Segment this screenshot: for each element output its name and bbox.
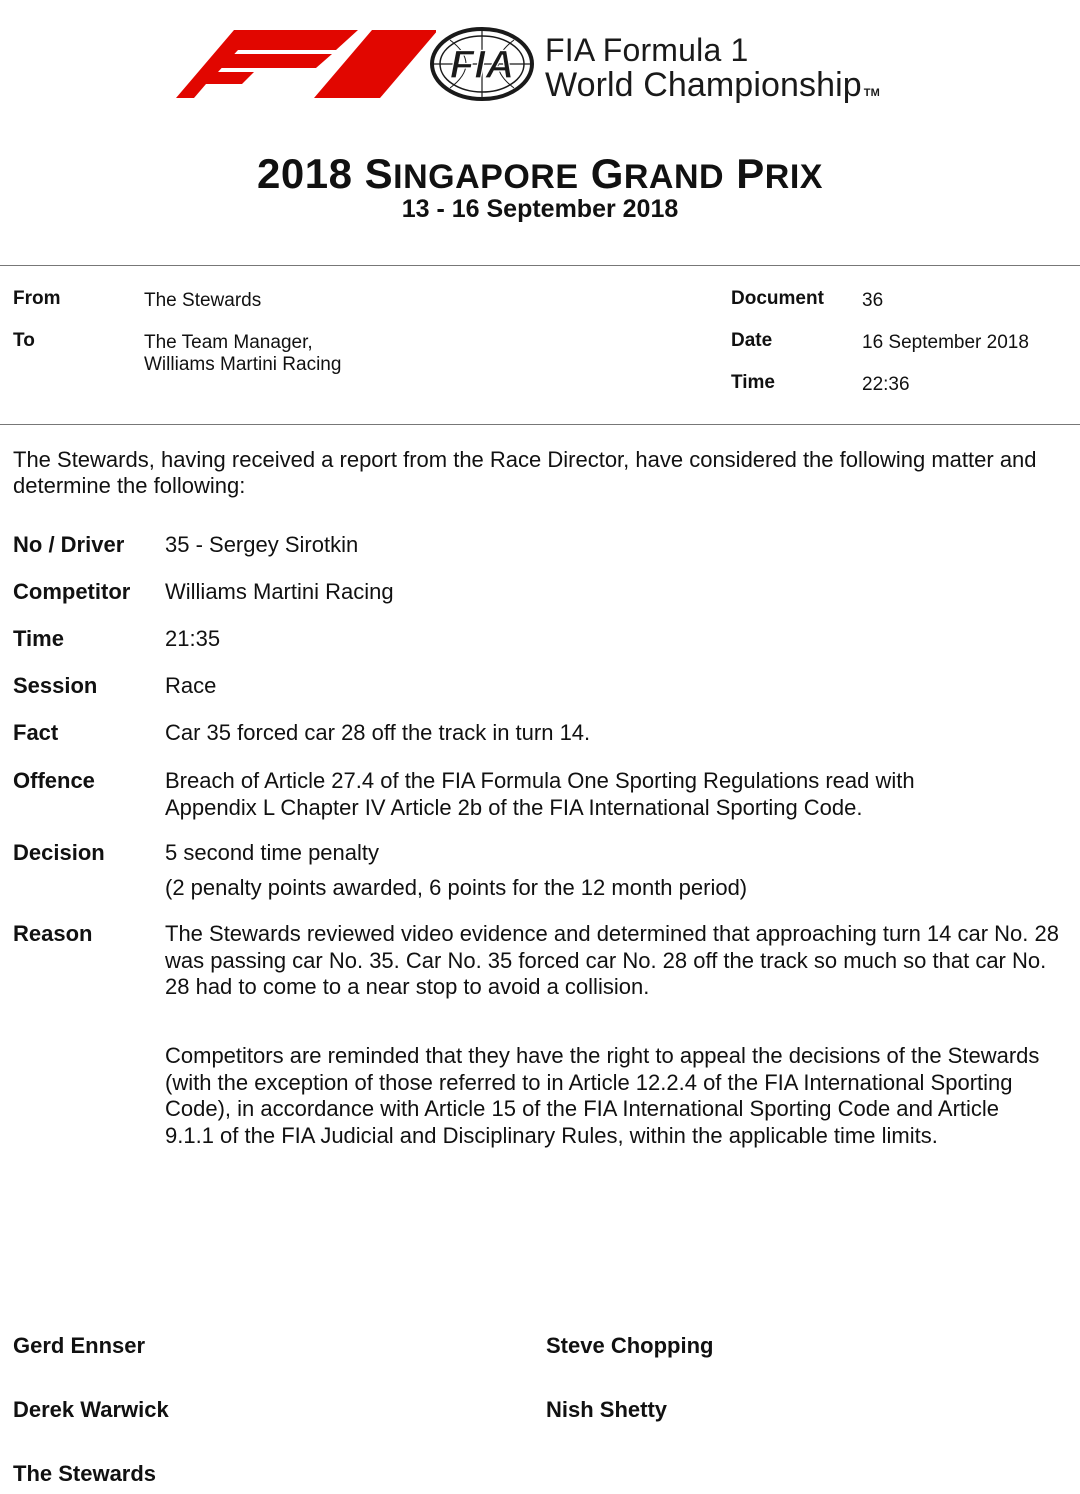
event-title: 2018 SINGAPORE GRAND PRIX [257,150,823,197]
incident-time-value: 21:35 [165,626,221,651]
competitor-value: Williams Martini Racing [165,579,394,604]
divider-bottom [0,424,1080,425]
appeal-note: Competitors are reminded that they have the right to appeal the decisions of the Stewards (with the exception of those referred to in Article 12.2.4 of the FIA International Sporting Code), in accordance with Article 15 of the FIA International Sporting Code and Article 9.1.1 of the FIA Judicial and Disciplinary Rules, within the applicable time limits. [165,1043,1040,1148]
fia-emblem-icon [428,26,536,102]
date-value: 16 September 2018 [862,332,1029,353]
fact-value: Car 35 forced car 28 off the track in turn 14. [165,720,591,745]
trademark: TM [863,87,880,99]
decision-label: Decision [13,840,105,865]
decision-value: 5 second time penalty [165,840,380,865]
offence-value: Breach of Article 27.4 of the FIA Formula One Sporting Regulations read with Appendix L Chapter IV Article 2b of the FIA International Sporting Code. [165,768,915,820]
to-value-line-2: Williams Martini Racing [144,354,342,375]
session-value: Race [165,673,217,698]
logo-line-1: FIA Formula 1 [545,32,749,68]
event-dates: 13 - 16 September 2018 [401,195,679,223]
steward-name: Nish Shetty [546,1397,668,1422]
to-value-line-1: The Team Manager, [144,332,313,353]
intro-paragraph: The Stewards, having received a report from the Race Director, have considered the following matter and determine the following: [13,447,1037,498]
time-label: Time [731,372,776,393]
f1-logo-icon [176,30,436,98]
fact-label: Fact [13,720,59,745]
time-value: 22:36 [862,374,910,395]
driver-label: No / Driver [13,532,125,557]
logo-line-2 [545,67,880,111]
divider-top [0,265,1080,266]
steward-name: Derek Warwick [13,1397,169,1422]
from-value: The Stewards [144,290,262,311]
date-label: Date [731,330,773,351]
document-number: 36 [862,290,884,311]
driver-value: 35 - Sergey Sirotkin [165,532,359,557]
session-label: Session [13,673,98,698]
document-label: Document [731,288,824,309]
reason-value: The Stewards reviewed video evidence and determined that approaching turn 14 car No. 28 was passing car No. 35. Car No. 35 forced car No. 28 off the track so much so that car No. 28 had to come to a near stop to avoid a collision. [165,921,1059,999]
from-label: From [13,288,61,309]
incident-time-label: Time [13,626,64,651]
competitor-label: Competitor [13,579,131,604]
steward-name: Gerd Ennser [13,1333,146,1358]
reason-label: Reason [13,921,93,946]
fia-mark-text: FIA [449,43,515,87]
signature-footer: The Stewards [13,1461,157,1486]
to-label: To [13,330,35,351]
decision-note: (2 penalty points awarded, 6 points for the 12 month period) [165,875,748,900]
to-value [144,332,341,376]
steward-name: Steve Chopping [546,1333,714,1358]
offence-label: Offence [13,768,95,793]
logo-line-2-text: World Championship [545,66,862,104]
championship-name [545,33,880,111]
